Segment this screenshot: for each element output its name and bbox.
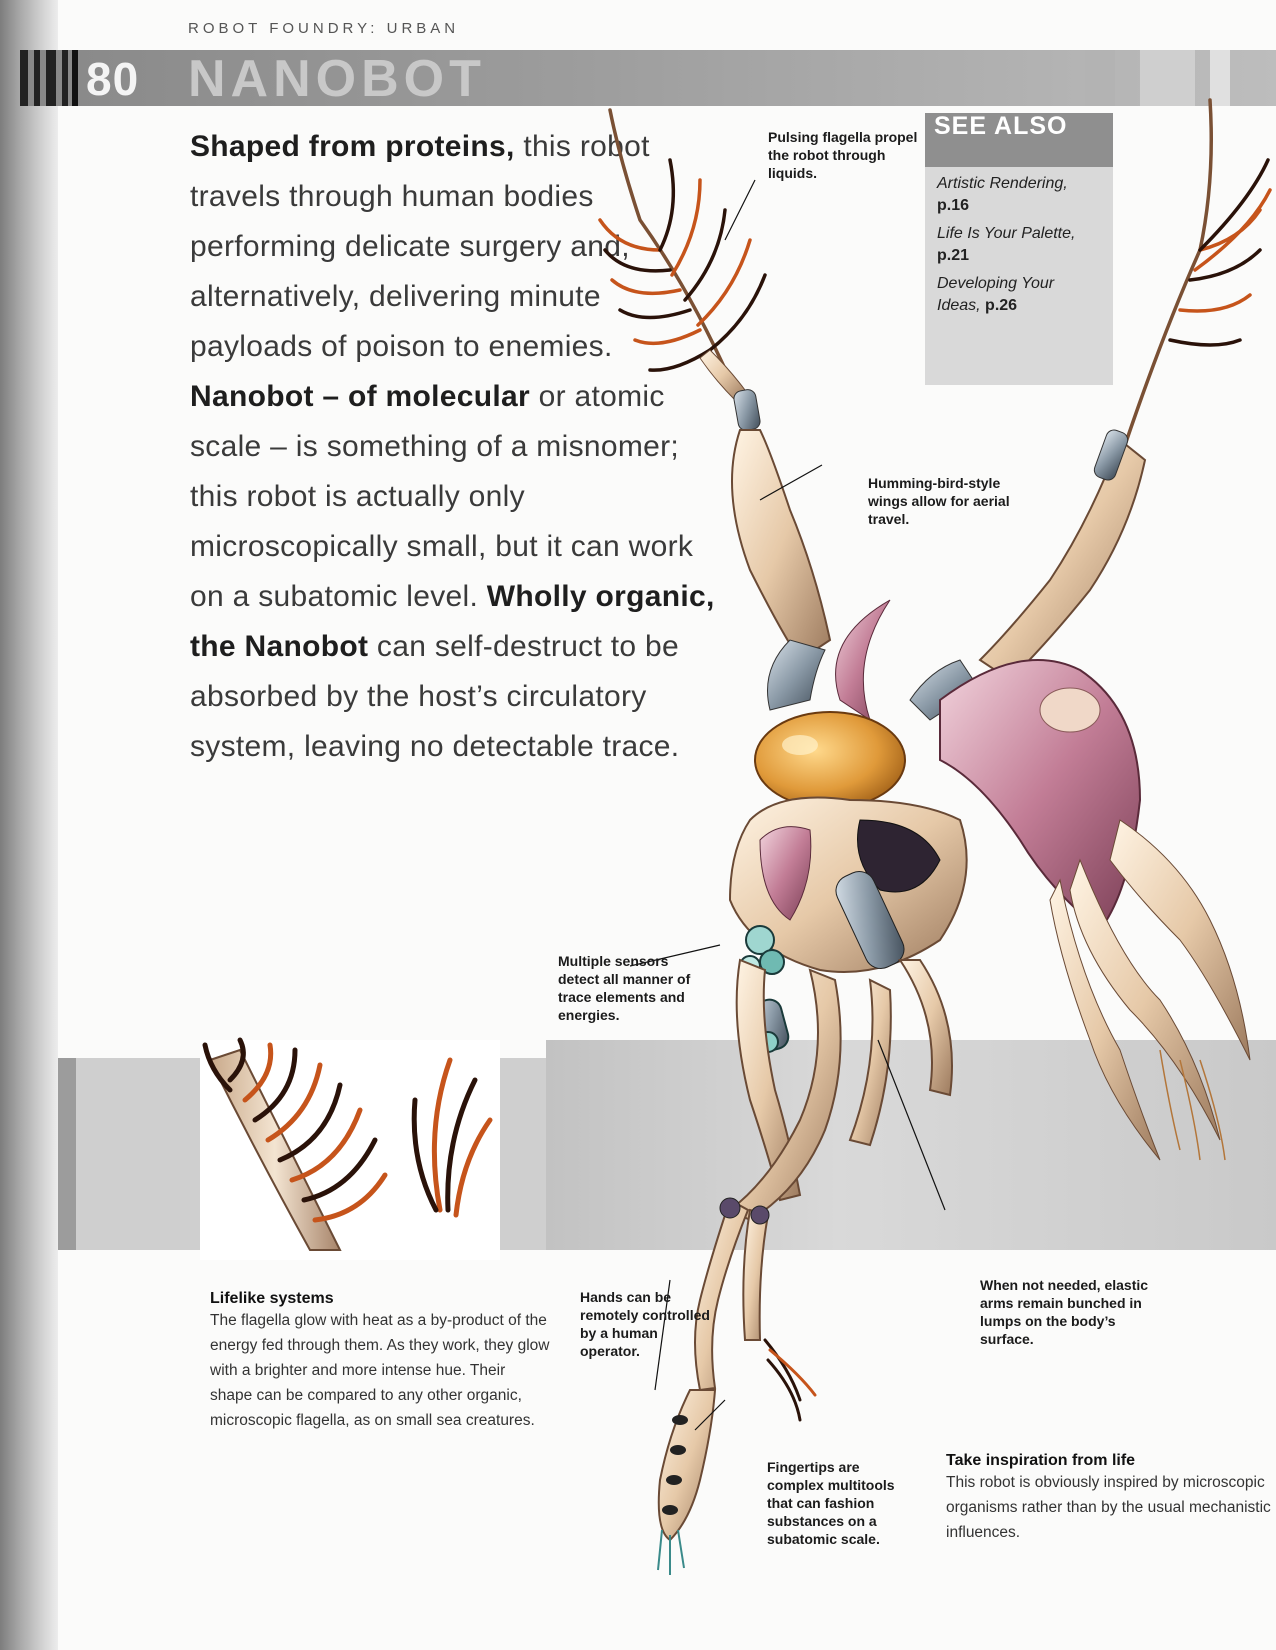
caption-inspiration-text: This robot is obviously inspired by microscopic organisms rather than by the usual mechanistic influences. xyxy=(946,1474,1271,1541)
see-also-item-page: p.21 xyxy=(937,247,970,264)
band-stripe xyxy=(1210,50,1230,106)
band-stripe xyxy=(1140,50,1195,106)
band-stripe xyxy=(72,50,78,106)
intro-bold-3: Wholly organic, the Nanobot xyxy=(190,580,715,663)
callout-flagella: Pulsing flagella propel the robot through liquids. xyxy=(768,129,918,181)
band-stripe xyxy=(62,50,68,106)
see-also-item-title: Artistic Rendering, xyxy=(937,175,1068,192)
running-head: ROBOT FOUNDRY: URBAN xyxy=(188,20,460,37)
panel-edge-stripe xyxy=(58,1058,76,1250)
callout-hands: Hands can be remotely controlled by a human operator. xyxy=(580,1289,710,1359)
intro-text-3: can self-destruct to be absorbed by the host’s circulatory system, leaving no detectable trace. xyxy=(190,630,680,763)
intro-text-2: or atomic scale – is something of a misnomer; this robot is actually only microscopically small, but it can work on a subatomic level. xyxy=(190,380,694,613)
caption-inspiration xyxy=(946,1452,1271,1545)
callout-fingertips: Fingertips are complex multitools that can fashion substances on a subatomic scale. xyxy=(767,1459,895,1547)
caption-lifelike-text: The flagella glow with heat as a by-product of the energy fed through them. As they work, they glow with a brighter and more intense hue. Their shape can be compared to any other organic, microscopic flagella, as on small sea creatures. xyxy=(210,1312,550,1429)
callout-arms: When not needed, elastic arms remain bunched in lumps on the body’s surface. xyxy=(980,1277,1149,1347)
band-stripe xyxy=(1085,50,1115,106)
caption-lifelike xyxy=(210,1290,550,1433)
callout-sensors: Multiple sensors detect all manner of trace elements and energies. xyxy=(558,953,691,1023)
intro-lead-bold: Shaped from proteins, xyxy=(190,130,515,163)
nanobot-illustration xyxy=(600,100,1276,1640)
page-number: 80 xyxy=(86,53,140,105)
band-stripe xyxy=(20,50,28,106)
caption-lifelike-heading: Lifelike systems xyxy=(210,1290,334,1307)
see-also-item-page: p.26 xyxy=(985,297,1018,314)
book-spine-edge xyxy=(0,0,58,1650)
callout-wings: Humming-bird-style wings allow for aerial travel. xyxy=(868,475,1010,527)
see-also-item-title: Developing Your Ideas, xyxy=(937,275,1055,314)
band-stripe xyxy=(34,50,40,106)
see-also-title: SEE ALSO xyxy=(934,112,1068,140)
see-also-item-title: Life Is Your Palette, xyxy=(937,225,1076,242)
caption-inspiration-heading: Take inspiration from life xyxy=(946,1452,1136,1469)
band-stripe xyxy=(46,50,56,106)
flagella-detail-illustration xyxy=(200,1040,500,1260)
page-title: NANOBOT xyxy=(188,50,486,108)
intro-text-1: this robot travels through human bodies performing delicate surgery and, alternatively, delivering minute payloads of poison to enemies. xyxy=(190,130,650,363)
intro-bold-2: Nanobot – of molecular xyxy=(190,380,530,413)
see-also-item-page: p.16 xyxy=(937,197,970,214)
